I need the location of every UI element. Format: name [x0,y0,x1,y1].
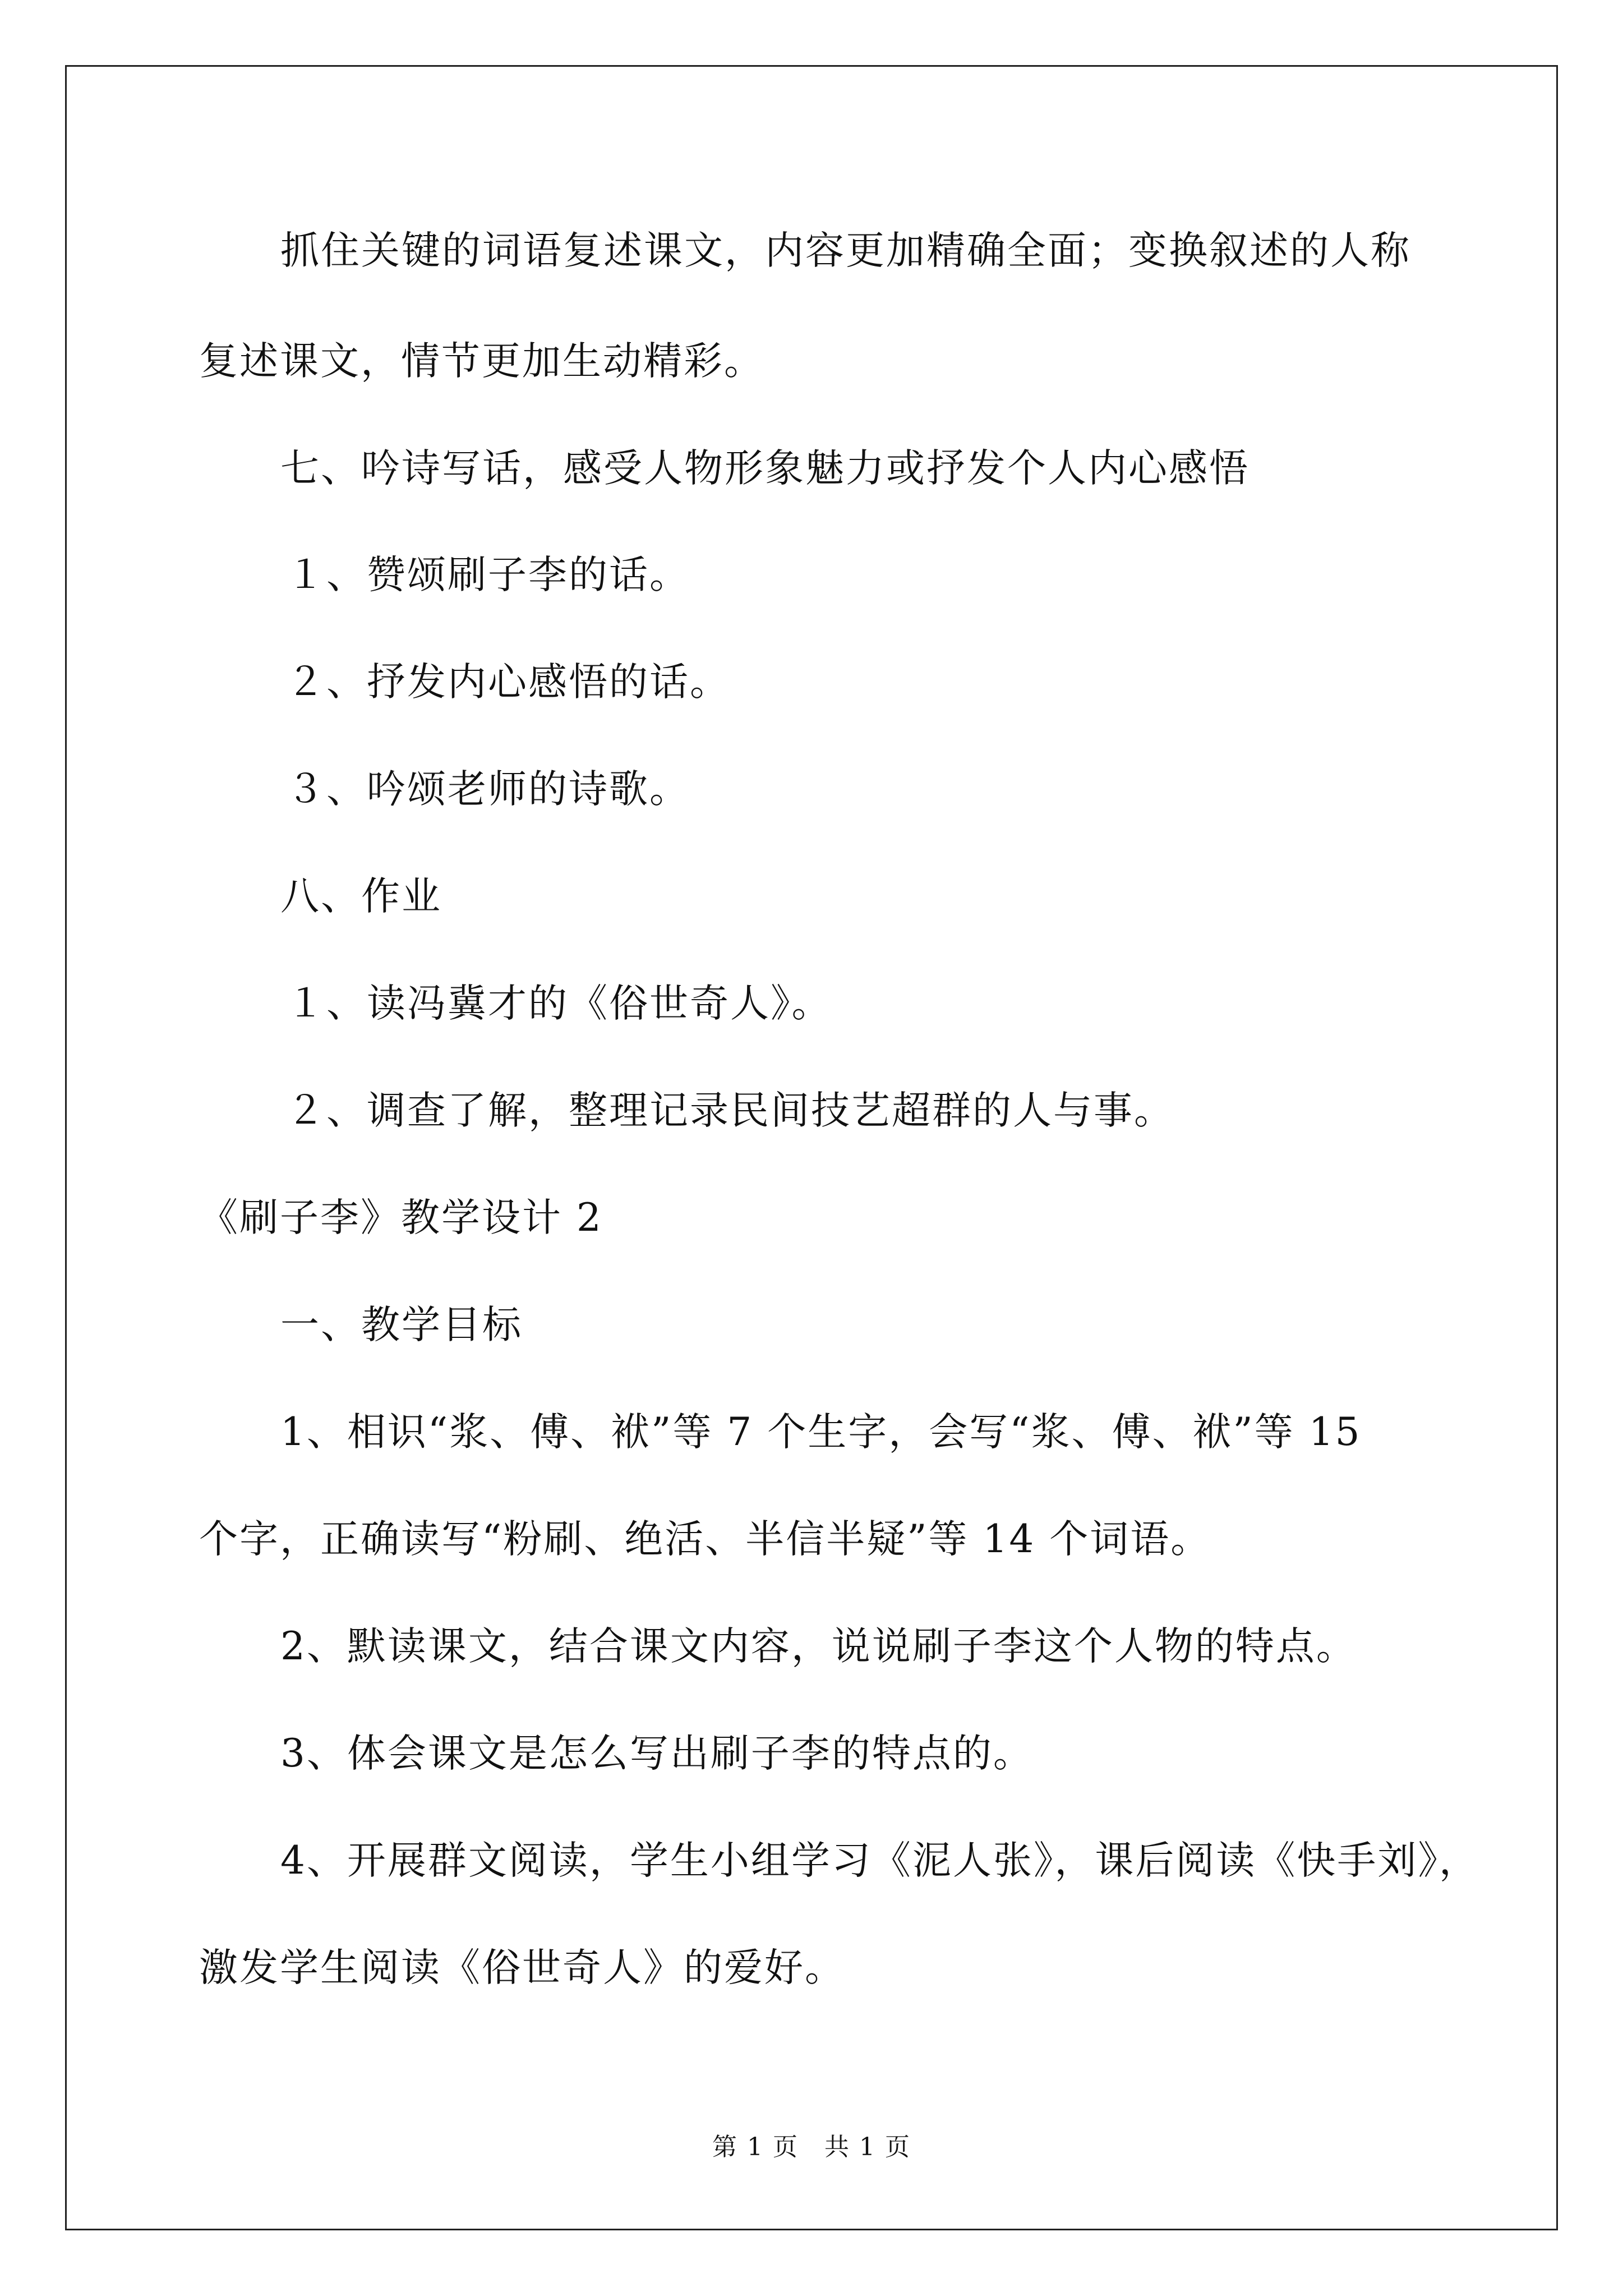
objective-3: 3、体会课文是怎么写出刷子李的特点的。 [280,1731,1034,1776]
body-line-1: 抓住关键的词语复述课文，内容更加精确全面；变换叙述的人称 [280,228,1411,273]
page-border [65,65,1558,2230]
objective-2: 2、默读课文，结合课文内容，说说刷子李这个人物的特点。 [280,1624,1357,1669]
objective-1-line-2: 个字，正确读写“粉刷、绝活、半信半疑”等 14 个词语。 [199,1517,1211,1562]
objective-1-line-1: 1、相识“浆、傅、袱”等 7 个生字，会写“浆、傅、袱”等 15 [280,1410,1362,1455]
objective-4-line-1: 4、开展群文阅读，学生小组学习《泥人张》，课后阅读《快手刘》， [280,1838,1479,1883]
list-item: １、赞颂刷子李的话。 [286,553,690,597]
document-section-title: 《刷子李》教学设计 2 [199,1195,603,1240]
section-heading-1: 一、教学目标 [280,1303,523,1347]
list-item: ２、调查了解，整理记录民间技艺超群的人与事。 [286,1088,1174,1133]
list-item: １、读冯冀才的《俗世奇人》。 [286,981,832,1026]
page-footer: 第 1 页 共 1 页 [712,2133,911,2161]
objective-4-line-2: 激发学生阅读《俗世奇人》的爱好。 [199,1945,845,1990]
section-heading-7: 七、吟诗写话，感受人物形象魅力或抒发个人内心感悟 [280,446,1249,491]
list-item: ２、抒发内心感悟的话。 [286,660,730,705]
body-line-2: 复述课文，情节更加生动精彩。 [199,339,764,384]
section-heading-8: 八、作业 [280,874,442,919]
list-item: ３、吟颂老师的诗歌。 [286,767,690,812]
